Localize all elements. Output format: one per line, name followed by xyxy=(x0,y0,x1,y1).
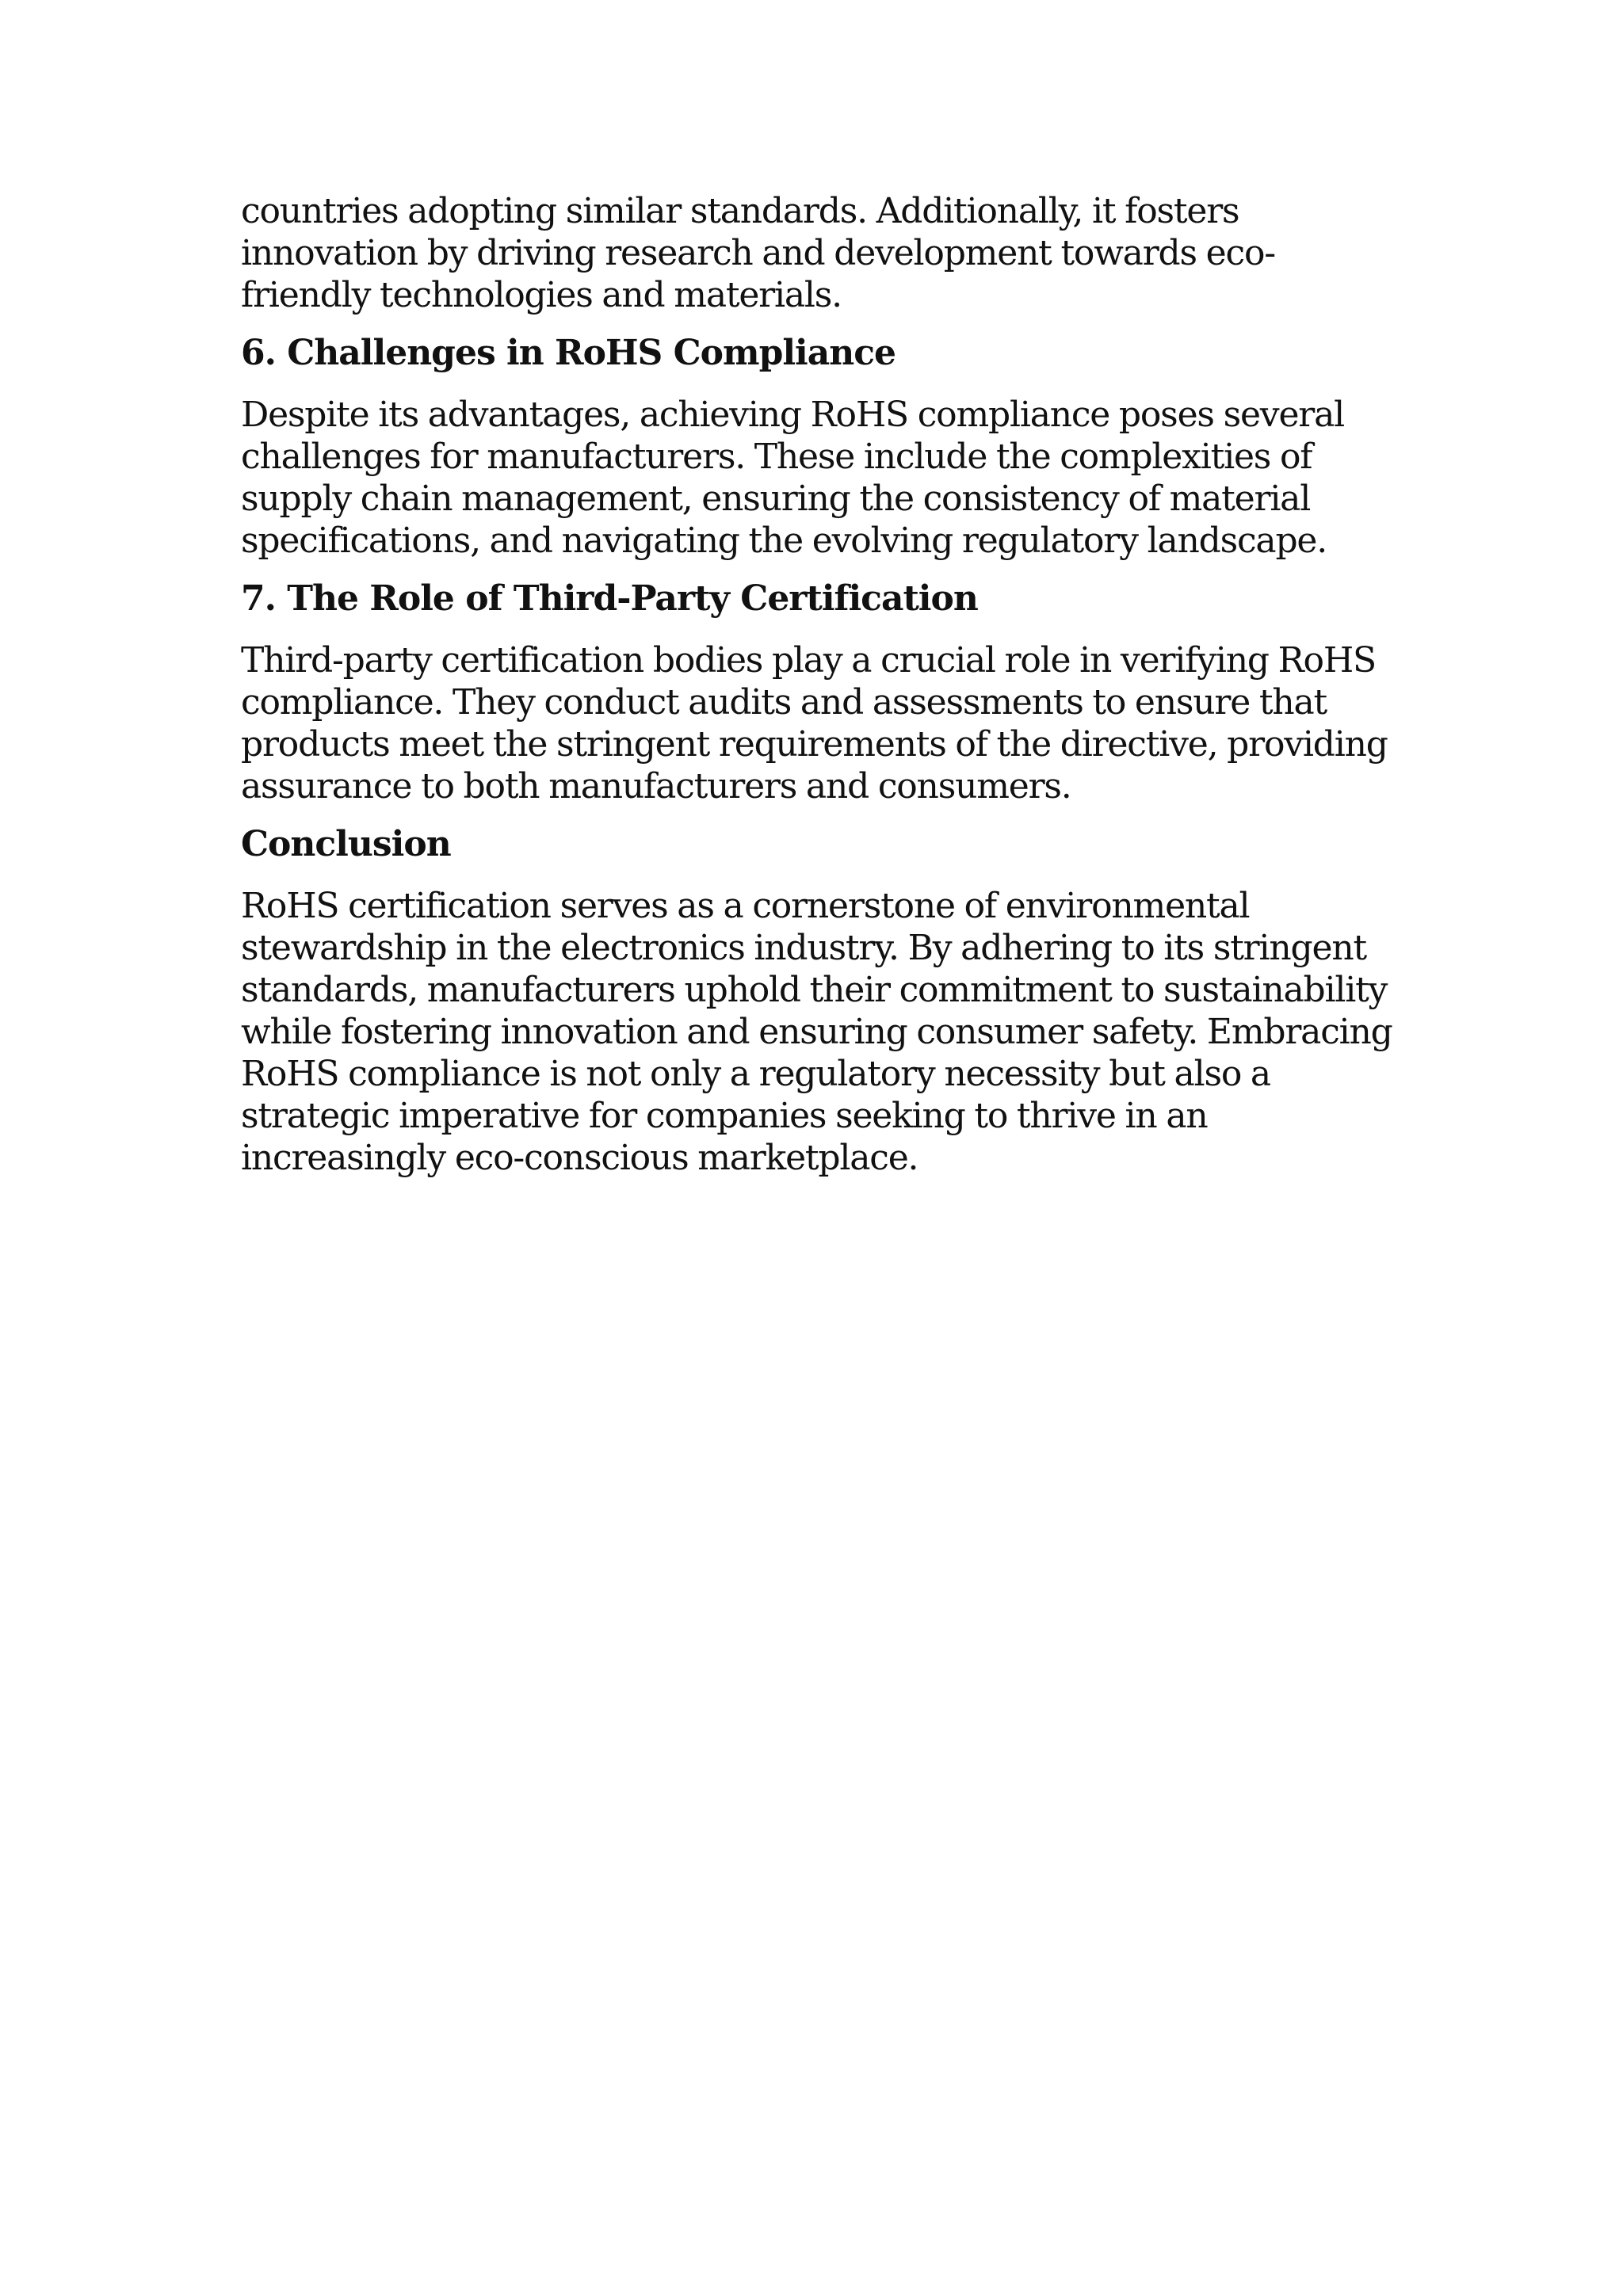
section-body-conclusion: RoHS certification serves as a cornerstone of environmental stewardship in the electronics industry. By adhering to its stringent standards, manufacturers uphold their commitment to sustainability while fostering innovation and ensuring consumer safety. Embracing RoHS compliance is not only a regulatory necessity but also a strategic imperative for companies seeking to thrive in an increasingly eco-conscious marketplace. xyxy=(241,886,1392,1178)
section-heading-conclusion: Conclusion xyxy=(241,824,451,864)
document-page xyxy=(241,190,1398,1179)
section-body-challenges: Despite its advantages, achieving RoHS compliance poses several challenges for manufacturers. These include the complexities of supply chain management, ensuring the consistency of material specifications, and navigating the evolving regulatory landscape. xyxy=(241,395,1345,561)
section-heading-third-party-certification: 7. The Role of Third-Party Certification xyxy=(241,578,978,619)
section-body-third-party-certification: Third-party certification bodies play a crucial role in verifying RoHS compliance. They conduct audits and assessments to ensure that products meet the stringent requirements of the directive, providing assurance to both manufacturers and consumers. xyxy=(241,640,1388,807)
section-heading-challenges: 6. Challenges in RoHS Compliance xyxy=(241,333,896,373)
intro-paragraph: countries adopting similar standards. Additionally, it fosters innovation by driving research and development towards eco-friendly technologies and materials. xyxy=(241,191,1275,315)
